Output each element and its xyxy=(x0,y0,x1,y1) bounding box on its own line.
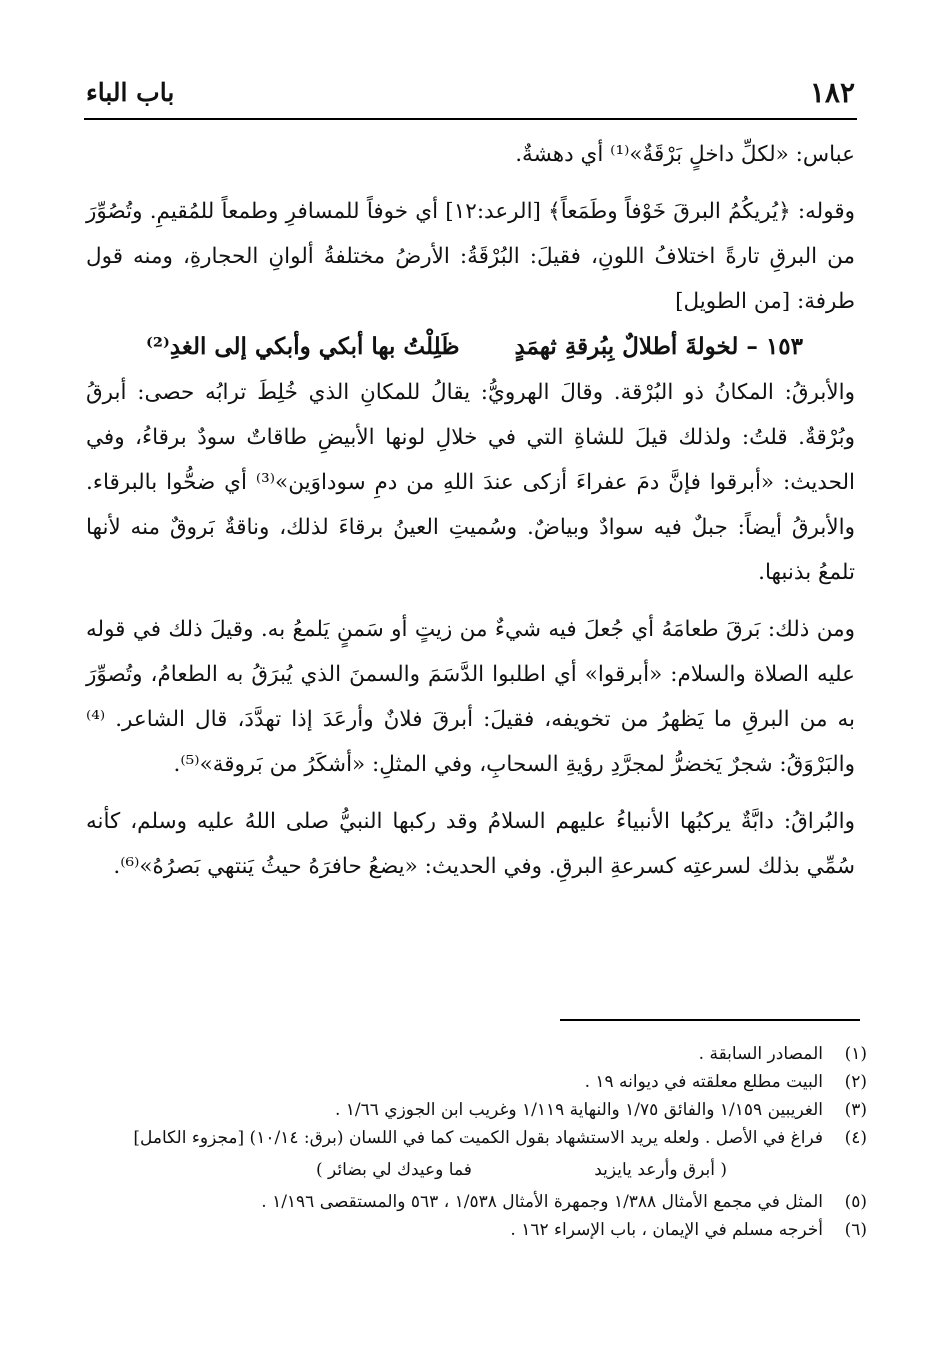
verse-second-half: ظَلِلْتُ بها أبكي وأبكي إلى الغدِ⁽²⁾ xyxy=(146,333,460,360)
page-header xyxy=(82,76,859,116)
footnote-verse xyxy=(86,1156,867,1184)
header-rule xyxy=(84,118,857,120)
footnote-item: (٤) فراغ في الأصل . ولعله يريد الاستشهاد بقول الكميت كما في اللسان (برق: ١٠/١٤) [مجزوء الكامل] xyxy=(133,1128,867,1148)
main-text xyxy=(86,132,855,889)
footnote-item: (٢) البيت مطلع معلقته في ديوانه ١٩ . xyxy=(584,1072,867,1092)
verse-first-half: ١٥٣ – لخولةَ أطلالٌ بِبُرقةِ ثهمَدٍ xyxy=(514,333,803,360)
paragraph-5: والبُراقُ: دابَّةٌ يركبُها الأنبياءُ عليهم السلامُ وقد ركبها النبيُّ صلى اللهُ عليه وسلم، كأنه سُمِّي بذلك لسرعتِه كسرعةِ البرقِ. وفي الحديث: «يضعُ حافرَهُ حيثُ يَنتهي بَصرُهُ»⁽⁶⁾. xyxy=(86,809,855,879)
poem-verse xyxy=(86,324,855,370)
paragraph-1: عباس: «لكلِّ داخلٍ بَرْقَةٌ»⁽¹⁾ أي دهشةٌ. xyxy=(515,142,855,167)
footnotes xyxy=(86,1040,867,1244)
paragraph-4: ومن ذلك: بَرقَ طعامَهُ أي جُعلَ فيه شيءٌ من زيتٍ أو سَمنٍ يَلمعُ به. وقيلَ ذلك في قوله عليه الصلاة والسلام: «أبرقوا» أي اطلبوا الدَّسَمَ والسمنَ الذي يُبرَقُ به الطعامُ، وتُصوِّرَ به من البرقِ ما يَظهرُ من تخويفه، فقيلَ: أبرقَ فلانٌ وأرعَدَ إذا تهدَّدَ، قال الشاعر. ⁽⁴⁾ والبَرْوَقُ: شجرٌ يَخضرُّ لمجرَّدِ رؤيةِ السحابِ، وفي المثلِ: «أشكَرُ من بَروقة»⁽⁵⁾. xyxy=(86,617,855,777)
chapter-title: باب الباء xyxy=(86,78,175,107)
footnote-verse-first-half: ( أبرق وأرعد يايزيد xyxy=(594,1160,727,1180)
footnote-rule xyxy=(560,1019,860,1021)
footnote-item: (١) المصادر السابقة . xyxy=(698,1044,867,1064)
footnote-item: (٦) أخرجه مسلم في الإيمان ، باب الإسراء ١٦٢ . xyxy=(510,1220,867,1240)
paragraph-2: وقوله: ﴿يُريكُمُ البرقَ خَوْفاً وطَمَعاً﴾ [الرعد:١٢] أي خوفاً للمسافرِ وطمعاً للمُقيمِ. وتُصُوِّرَ من البرقِ تارةً اختلافُ اللونِ، فقيلَ: البُرْقَةُ: الأرضُ مختلفةُ ألوانِ الحجارةِ، ومنه قول طرفة: [من الطويل] xyxy=(86,199,856,314)
paragraph-3: والأبرقُ: المكانُ ذو البُرْقة. وقالَ الهرويُّ: يقالُ للمكانِ الذي خُلِطَ ترابُه حصى: أبرقُ وبُرْقةٌ. قلتُ: ولذلك قيلَ للشاةِ التي في خلالِ لونها الأبيضِ طاقاتٌ سودٌ برقاءُ، وفي الحديث: «أبرقوا فإنَّ دمَ عفراءَ أزكى عندَ اللهِ من دمِ سوداوَين»⁽³⁾ أي ضحُّوا بالبرقاء. والأبرقُ أيضاً: جبلٌ فيه سوادٌ وبياضٌ. وسُميتِ العينُ برقاءَ لذلك، وناقةٌ بَروقٌ منه لأنها تلمعُ بذنبها. xyxy=(86,380,855,585)
footnote-item: (٣) الغريبين ١/١٥٩ والفائق ١/٧٥ والنهاية ١/١١٩ وغريب ابن الجوزي ١/٦٦ . xyxy=(334,1100,867,1120)
footnote-item: (٥) المثل في مجمع الأمثال ١/٣٨٨ وجمهرة الأمثال ١/٥٣٨ ، ٥٦٣ والمستقصى ١/١٩٦ . xyxy=(261,1192,867,1212)
page-number: ١٨٢ xyxy=(809,76,855,109)
footnote-verse-second-half: فما وعيدك لي بضائر ) xyxy=(316,1160,472,1180)
